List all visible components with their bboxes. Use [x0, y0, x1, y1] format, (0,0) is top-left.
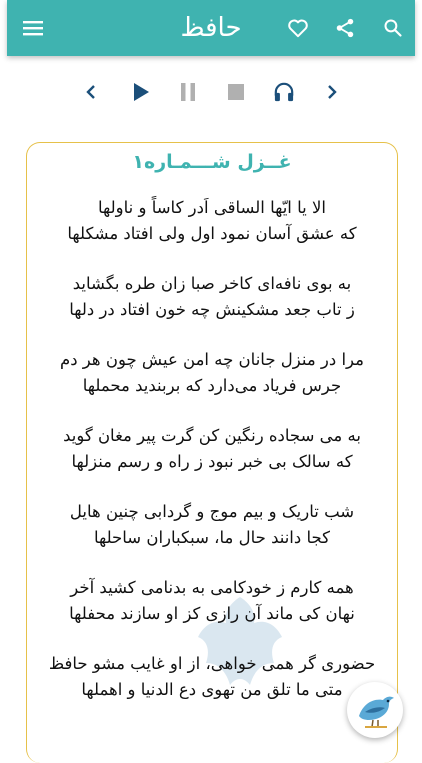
verse [27, 195, 397, 247]
poem-verses [27, 195, 397, 727]
share-button[interactable] [323, 0, 367, 56]
stop-icon [227, 83, 245, 101]
pause-button[interactable] [168, 70, 208, 114]
verse [27, 347, 397, 399]
hemistich-first: به می سجاده رنگین کن گرت پیر مغان گوید [63, 426, 361, 445]
search-icon [383, 18, 403, 38]
audio-player [0, 70, 422, 114]
verse [27, 499, 397, 551]
bird-icon [353, 690, 397, 730]
poem-title: غــزل شـــمـاره۱ [132, 151, 292, 173]
hemistich-first: همه کارم ز خودکامی به بدنامی کشید آخر [70, 578, 354, 597]
favorite-button[interactable] [276, 0, 320, 56]
menu-icon [22, 19, 44, 37]
hemistich-first: به بوی نافه‌ای کاخر صبا زان طره بگشاید [72, 274, 352, 293]
play-button[interactable] [121, 70, 161, 114]
hemistich-second: جرس فریاد می‌دارد که بربندید محملها [82, 376, 342, 395]
pause-icon [179, 82, 197, 102]
fal-bird-button[interactable] [347, 682, 403, 738]
chevron-right-icon [325, 84, 339, 100]
play-icon [132, 82, 150, 102]
search-button[interactable] [371, 0, 415, 56]
poem-card [26, 142, 398, 763]
hemistich-second: نهان کی ماند آن رازی کز او سازند محفلها [69, 604, 355, 623]
hemistich-first: حضوری گر همی خواهی، از او غایب مشو حافظ [48, 654, 376, 673]
headphones-icon [273, 82, 295, 102]
hemistich-first: الا یا ایّها الساقی اَدر کاساً و ناولها [98, 198, 326, 217]
menu-button[interactable] [11, 0, 55, 56]
verse [27, 423, 397, 475]
hemistich-first: مرا در منزل جانان چه امن عیش چون هر دم [59, 350, 365, 369]
app-bar [7, 0, 415, 56]
listen-button[interactable] [264, 70, 304, 114]
verse [27, 271, 397, 323]
app-title: حافظ [180, 13, 242, 43]
hemistich-second: ز تاب جعد مشکینش چه خون افتاد در دلها [69, 300, 355, 319]
chevron-left-icon [84, 84, 98, 100]
stop-button[interactable] [216, 70, 256, 114]
hemistich-second: متی ما تلق من تهوی دع الدنیا و اهملها [81, 680, 343, 699]
share-icon [334, 17, 356, 39]
heart-icon [287, 18, 309, 38]
next-button[interactable] [312, 70, 352, 114]
previous-button[interactable] [71, 70, 111, 114]
hemistich-second: کجا دانند حال ما، سبکباران ساحلها [93, 528, 331, 547]
hemistich-first: شب تاریک و بیم موج و گردابی چنین هایل [69, 502, 355, 521]
verse [27, 651, 397, 703]
hemistich-second: که سالک بی خبر نبود ز راه و رسم منزلها [71, 452, 353, 471]
hemistich-second: که عشق آسان نمود اول ولی افتاد مشکلها [67, 224, 357, 243]
verse [27, 575, 397, 627]
